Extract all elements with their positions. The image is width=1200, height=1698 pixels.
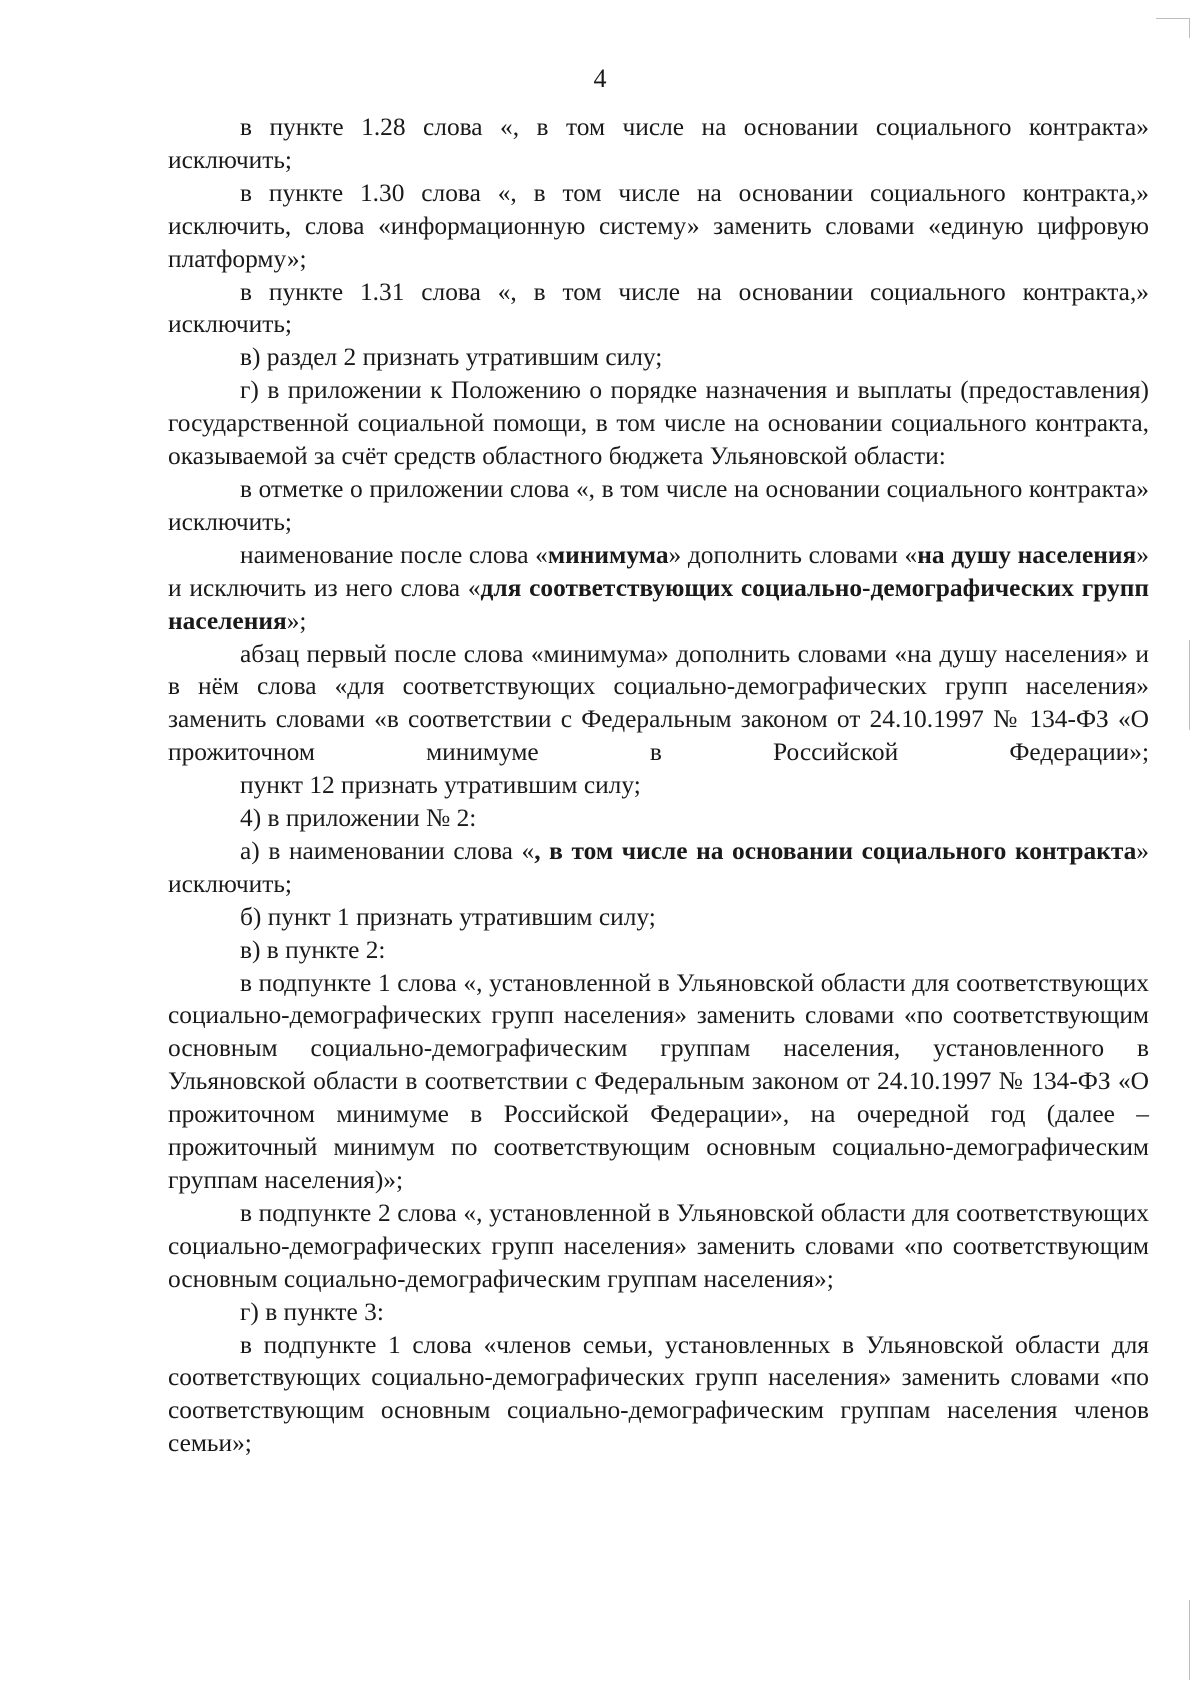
paragraph xyxy=(168,967,1149,1197)
paragraph xyxy=(168,341,1149,374)
text-run: в пункте 1.31 слова «, в том числе на основании социального контракта,» исключить; xyxy=(168,277,1149,339)
bold-text-run: минимума xyxy=(547,540,669,569)
text-run: пункт 12 признать утратившим силу; xyxy=(240,771,641,800)
scan-edge-mark xyxy=(1156,18,1190,19)
paragraph xyxy=(168,111,1149,177)
text-run: в пункте 1.28 слова «, в том числе на основании социального контракта» исключить; xyxy=(168,113,1149,174)
bold-text-run: для соответствующих социально-демографических групп населения xyxy=(168,573,1149,635)
scan-edge-mark xyxy=(1189,18,1190,38)
scan-edge-mark xyxy=(1189,640,1190,730)
paragraph xyxy=(168,802,1149,835)
paragraph xyxy=(168,539,1149,638)
scan-edge-mark xyxy=(1189,1600,1190,1680)
text-run: в) раздел 2 признать утратившим силу; xyxy=(240,343,663,372)
text-run: »; xyxy=(286,606,307,635)
text-run: » дополнить словами « xyxy=(668,540,918,569)
paragraph xyxy=(168,177,1149,276)
document-body xyxy=(168,111,1149,1460)
text-run: » исключить; xyxy=(168,836,1149,898)
paragraph xyxy=(168,276,1149,342)
bold-text-run: , в том числе на основании социального контракта xyxy=(534,836,1137,865)
paragraph xyxy=(168,1296,1149,1329)
paragraph xyxy=(168,934,1149,967)
text-run: в) в пункте 2: xyxy=(240,935,386,964)
text-run: наименование после слова « xyxy=(240,540,548,569)
text-run: в подпункте 1 слова «, установленной в Ульяновской области для соответствующих социально-демографических групп населения» заменить словами «по соответствующим основным социально-демографическим группам населения, установленного в Ульяновской области в соответствии с Федеральным законом от 24.10.1997 № 134-ФЗ «О прожиточном минимуме в Российской Федерации», на очередной год (далее – прожиточный минимум по соответствующим основным социально-демографическим группам населения)»; xyxy=(168,968,1149,1194)
paragraph xyxy=(168,901,1149,934)
text-run: абзац первый после слова «минимума» дополнить словами «на душу населения» и в нём слова «для соответствующих социально-демографических групп населения» заменить словами «в соответствии с Федеральным законом от 24.10.1997 № 134-ФЗ «О прожиточном минимуме в Российской Федерации»; xyxy=(168,639,1149,767)
page-number: 4 xyxy=(593,64,607,93)
text-run: в подпункте 1 слова «членов семьи, установленных в Ульяновской области для соответствующих социально-демографических групп населения» заменить словами «по соответствующим основным социально-демографическим группам населения членов семьи»; xyxy=(168,1330,1149,1458)
paragraph xyxy=(168,473,1149,539)
paragraph xyxy=(168,1197,1149,1296)
text-run: в подпункте 2 слова «, установленной в Ульяновской области для соответствующих социально-демографических групп населения» заменить словами «по соответствующим основным социально-демографическим группам населения»; xyxy=(168,1198,1149,1293)
text-run: 4) в приложении № 2: xyxy=(240,804,477,833)
paragraph xyxy=(168,835,1149,901)
paragraph xyxy=(168,638,1149,770)
paragraph xyxy=(168,1329,1149,1461)
text-run: а) в наименовании слова « xyxy=(240,836,535,865)
text-run: б) пункт 1 признать утратившим силу; xyxy=(240,902,656,931)
text-run: г) в приложении к Положению о порядке назначения и выплаты (предоставления) государственной социальной помощи, в том числе на основании социального контракта, оказываемой за счёт средств областного бюджета Ульяновской области: xyxy=(168,376,1149,471)
text-run: в пункте 1.30 слова «, в том числе на основании социального контракта,» исключить, слова «информационную систему» заменить словами «единую цифровую платформу»; xyxy=(168,178,1149,273)
paragraph xyxy=(168,769,1149,802)
text-run: г) в пункте 3: xyxy=(240,1297,384,1326)
text-run: в отметке о приложении слова «, в том числе на основании социального контракта» исключить; xyxy=(168,474,1149,536)
paragraph xyxy=(168,374,1149,473)
bold-text-run: на душу населения xyxy=(917,540,1137,569)
text-run: » и исключить из него слова « xyxy=(168,540,1149,602)
